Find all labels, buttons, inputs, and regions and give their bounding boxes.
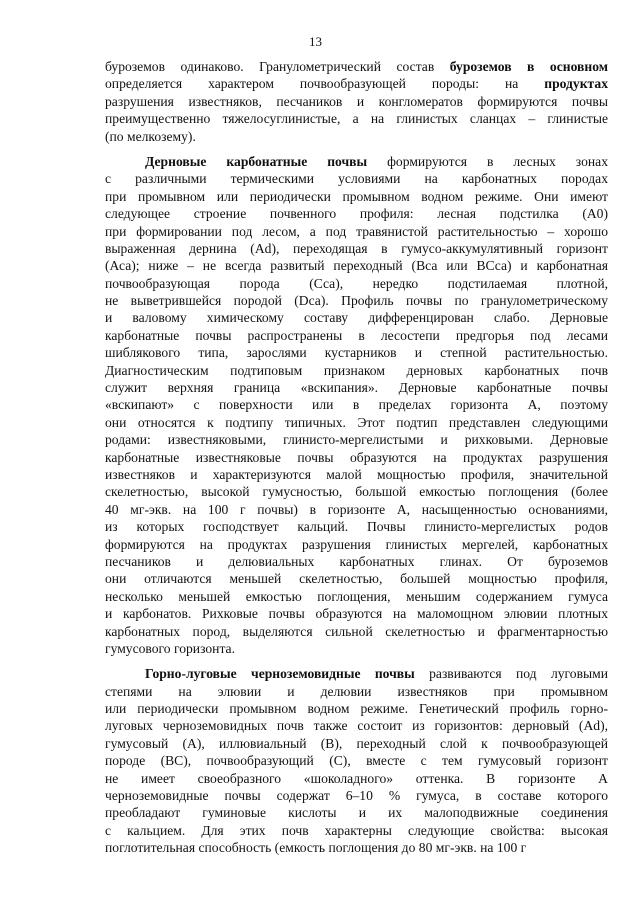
text-run: «вскипают» с поверхности или в пределах горизонта А, поэтому bbox=[105, 397, 608, 413]
text-run: поглотительная способность (емкость поглощения до 80 мг-экв. на 100 г bbox=[105, 840, 527, 856]
text-line bbox=[105, 449, 608, 466]
text-run: гумусового горизонта. bbox=[105, 640, 235, 656]
text-line bbox=[105, 735, 608, 752]
text-run: несколько меньшей емкостью поглощения, меньшим содержанием гумуса bbox=[105, 588, 608, 604]
text-run: при промывном или периодически промывном водном режиме. Они имеют bbox=[105, 188, 608, 204]
text-run: с кальцием. Для этих почв характерны следующие свойства: высокая bbox=[105, 822, 608, 838]
text-line bbox=[105, 58, 608, 75]
text-run: служит верхняя граница «вскипания». Дерновые карбонатные почвы bbox=[105, 380, 608, 396]
text-run: из которых господствует кальций. Почвы глинисто-мергелистых родов bbox=[105, 519, 608, 535]
text-run: они относятся к подтипу типичных. Этот подтип представлен следующими bbox=[105, 414, 608, 430]
text-run: песчаников и делювиальных карбонатных глинах. От буроземов bbox=[105, 553, 608, 569]
text-line bbox=[105, 553, 608, 570]
text-line bbox=[105, 128, 608, 145]
text-run: буроземов одинаково. Гранулометрический состав bbox=[105, 59, 450, 74]
text-line bbox=[105, 605, 608, 622]
text-run: скелетностью, высокой гумусностью, большой емкостью поглощения (более bbox=[105, 484, 608, 500]
paragraph bbox=[105, 665, 608, 856]
text-line bbox=[105, 396, 608, 413]
text-run: формируются на продуктах разрушения глинистых мергелей, карбонатных bbox=[105, 536, 608, 552]
text-run: степями на элювии и делювии известняков при промывном bbox=[105, 683, 608, 699]
text-line bbox=[105, 75, 608, 92]
text-line bbox=[105, 804, 608, 821]
text-run: следующее строение почвенного профиля: лесная подстилка (А0) bbox=[105, 206, 608, 222]
text-line bbox=[105, 640, 608, 657]
text-line bbox=[105, 536, 608, 553]
text-line bbox=[105, 683, 608, 700]
text-line bbox=[105, 153, 608, 170]
paragraph-gap bbox=[105, 657, 608, 665]
text-run: 40 мг-экв. на 100 г почвы) в горизонте А, насыщенностью основаниями, bbox=[105, 501, 608, 517]
text-line bbox=[105, 431, 608, 448]
text-line bbox=[105, 483, 608, 500]
text-run: шиблякового типа, зарослями кустарников и степной растительностью. bbox=[105, 345, 608, 361]
text-run: преобладают гуминовые кислоты и их малоподвижные соединения bbox=[105, 805, 608, 821]
text-line bbox=[105, 257, 608, 274]
text-run: при формировании под лесом, а под травянистой растительностью – хорошо bbox=[105, 223, 608, 239]
text-run: черноземовидные почвы содержат 6–10 % гумуса, в составе которого bbox=[105, 788, 608, 804]
text-run: формируются в лесных зонах bbox=[367, 153, 608, 169]
text-line bbox=[105, 327, 608, 344]
text-run: родами: известняковыми, глинисто-мергелистыми и рихковыми. Дерновые bbox=[105, 432, 608, 448]
paragraph bbox=[105, 58, 608, 145]
text-run: известняков и характеризуются малой мощностью профиля, значительной bbox=[105, 466, 608, 482]
text-line bbox=[105, 275, 608, 292]
text-run: Диагностическим подтиповым признаком дерновых карбонатных почв bbox=[105, 362, 608, 378]
bold-term: Горно-луговые черноземовидные почвы bbox=[145, 666, 415, 682]
text-line bbox=[105, 110, 608, 127]
text-run: (по мелкозему). bbox=[105, 128, 196, 144]
text-line bbox=[105, 787, 608, 804]
text-run: они отличаются меньшей скелетностью, большей мощностью профиля, bbox=[105, 571, 608, 587]
text-run: разрушения известняков, песчаников и конгломератов формируются почвы bbox=[105, 93, 608, 109]
text-run: луговых черноземовидных почв также состоит из горизонтов: дерновый (Аd), bbox=[105, 718, 608, 734]
paragraph bbox=[105, 153, 608, 657]
text-line bbox=[105, 623, 608, 640]
text-line bbox=[105, 379, 608, 396]
text-run: (Аса); ниже – не всегда развитый переходный (Вса или ВСса) и карбонатная bbox=[105, 258, 608, 274]
text-line bbox=[105, 362, 608, 379]
text-run: развиваются под луговыми bbox=[414, 666, 608, 682]
text-line bbox=[105, 570, 608, 587]
text-run: не имеет своеобразного «шоколадного» оттенка. В горизонте А bbox=[105, 770, 608, 786]
text-line bbox=[105, 518, 608, 535]
bold-term: Дерновые карбонатные почвы bbox=[145, 153, 368, 169]
text-line bbox=[105, 414, 608, 431]
text-line bbox=[105, 93, 608, 110]
text-line bbox=[105, 170, 608, 187]
text-line bbox=[105, 700, 608, 717]
text-run: определяется характером почвообразующей породы: на bbox=[105, 76, 545, 92]
page-number: 13 bbox=[309, 34, 322, 49]
text-run: и валовому химическому составу дифференцирован слабо. Дерновые bbox=[105, 310, 608, 326]
document-body bbox=[105, 58, 608, 857]
text-run: почвообразующая порода (Сса), нередко подстилаемая плотной, bbox=[105, 275, 608, 291]
text-run: не выветрившейся породой (Dса). Профиль почвы по гранулометрическому bbox=[105, 293, 608, 309]
bold-term: продуктах bbox=[544, 76, 608, 92]
text-line bbox=[105, 717, 608, 734]
text-run: с различными термическими условиями на карбонатных породах bbox=[105, 171, 608, 187]
text-line bbox=[105, 466, 608, 483]
text-run: карбонатные известняковые почвы образуются на продуктах разрушения bbox=[105, 449, 608, 465]
text-line bbox=[105, 752, 608, 769]
text-run: карбонатных пород, выделяются сильной скелетностью и фрагментарностью bbox=[105, 623, 608, 639]
text-line bbox=[105, 822, 608, 839]
text-line bbox=[105, 770, 608, 787]
text-line bbox=[105, 839, 608, 856]
text-run: преимущественно тяжелосуглинистые, а на глинистых сланцах – глинистые bbox=[105, 111, 608, 127]
text-run: гумусовый (А), иллювиальный (В), переходный слой к почвообразующей bbox=[105, 735, 608, 751]
text-line bbox=[105, 292, 608, 309]
text-run: выраженная дернина (Аd), переходящая в гумусо-аккумулятивный горизонт bbox=[105, 240, 608, 256]
text-line bbox=[105, 188, 608, 205]
text-line bbox=[105, 344, 608, 361]
text-line bbox=[105, 588, 608, 605]
text-run: породе (ВС), почвообразующий (С), вместе с тем гумусовый горизонт bbox=[105, 753, 608, 769]
text-run: карбонатные почвы распространены в лесостепи предгорья под лесами bbox=[105, 327, 608, 343]
text-line bbox=[105, 223, 608, 240]
bold-term: буроземов в основном bbox=[449, 59, 608, 74]
paragraph-gap bbox=[105, 145, 608, 153]
text-line bbox=[105, 240, 608, 257]
text-line bbox=[105, 665, 608, 682]
text-line bbox=[105, 501, 608, 518]
text-line bbox=[105, 205, 608, 222]
text-run: или периодически промывном водном режиме. Генетический профиль горно- bbox=[105, 701, 608, 717]
text-line bbox=[105, 309, 608, 326]
text-run: и карбонатов. Рихковые почвы образуются на маломощном элювии плотных bbox=[105, 606, 608, 622]
